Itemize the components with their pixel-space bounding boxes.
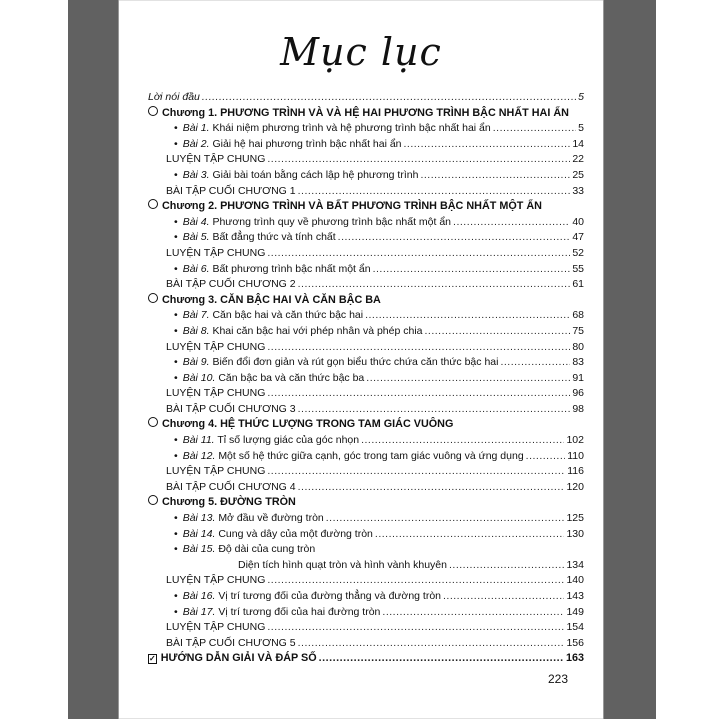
leader-dots — [453, 215, 570, 231]
toc-page: 68 — [572, 309, 584, 322]
toc-page: 96 — [572, 387, 584, 400]
toc-row-lesson — [148, 137, 584, 153]
leader-dots — [338, 230, 571, 246]
toc-page: 116 — [567, 465, 584, 478]
chapter-title: Chương 3. CĂN BẬC HAI VÀ CĂN BẬC BA — [162, 293, 381, 306]
bullet-icon: • — [174, 605, 178, 618]
bullet-icon: • — [174, 168, 178, 181]
toc-label: Lời nói đầu — [148, 91, 200, 103]
leader-dots — [449, 558, 564, 574]
leader-dots — [298, 402, 571, 418]
toc-row-lesson — [148, 168, 584, 184]
toc-row-section — [148, 184, 584, 200]
toc-label — [174, 230, 336, 246]
bullet-icon: • — [174, 543, 178, 556]
bullet-icon: • — [174, 434, 178, 447]
toc-page: 156 — [566, 636, 584, 649]
leader-dots — [319, 651, 564, 667]
leader-dots — [361, 433, 564, 449]
lesson-number: Bài 7. — [182, 309, 210, 322]
lesson-title: Biến đổi đơn giản và rút gọn biểu thức chứa căn thức bậc hai — [212, 356, 499, 369]
toc-row-lesson — [148, 308, 584, 324]
toc-page: 154 — [566, 621, 584, 634]
checkbox-icon: ✓ — [149, 654, 156, 664]
lesson-title: Độ dài của cung tròn — [218, 543, 316, 556]
lesson-title: Phương trình quy về phương trình bậc nhất một ẩn — [212, 215, 452, 228]
leader-dots — [443, 589, 564, 605]
toc-label — [174, 449, 524, 465]
toc-row-lesson — [148, 324, 584, 340]
leader-dots — [267, 340, 570, 356]
toc-page: 40 — [572, 215, 584, 228]
toc-label — [174, 371, 364, 387]
toc-page: 143 — [566, 590, 584, 602]
leader-dots — [526, 449, 566, 465]
leader-dots — [298, 480, 565, 496]
toc-row-section — [148, 620, 584, 636]
lesson-title: Vị trí tương đối của đường thẳng và đường tròn — [218, 590, 442, 602]
lesson-number: Bài 12. — [182, 449, 216, 462]
bullet-icon: • — [174, 449, 178, 462]
circle-bullet-icon — [148, 106, 158, 116]
lesson-number: Bài 13. — [182, 512, 216, 525]
toc-page: 5 — [578, 122, 584, 135]
toc-page: 14 — [572, 137, 584, 150]
toc-label: LUYỆN TẬP CHUNG — [166, 387, 266, 400]
toc-label — [174, 262, 371, 278]
lesson-number: Bài 2. — [182, 137, 210, 150]
toc-label: LUYỆN TẬP CHUNG — [166, 465, 266, 478]
toc-row-section — [148, 402, 584, 418]
toc-row-section — [148, 464, 584, 480]
toc-page: 25 — [572, 168, 584, 181]
toc-page: 140 — [566, 574, 584, 587]
toc-page: 47 — [572, 231, 584, 244]
leader-dots — [420, 168, 570, 184]
toc-page: 163 — [565, 652, 584, 665]
lesson-title: Bất đẳng thức và tính chất — [212, 231, 336, 244]
toc-page: 61 — [572, 278, 584, 291]
chapter-heading — [148, 495, 584, 511]
lesson-title: Bất phương trình bậc nhất một ẩn — [212, 262, 371, 275]
lesson-title: Căn bậc hai và căn thức bậc hai — [212, 309, 364, 322]
toc-row-lesson — [148, 371, 584, 387]
leader-dots — [267, 573, 564, 589]
lesson-number: Bài 10. — [182, 371, 216, 384]
toc-label — [174, 215, 451, 231]
toc-row-section — [148, 386, 584, 402]
toc-row-lesson — [148, 355, 584, 371]
bullet-icon: • — [174, 356, 178, 369]
toc-label — [174, 511, 324, 527]
toc-label — [174, 542, 315, 558]
lesson-title: Một số hệ thức giữa cạnh, góc trong tam giác vuông và ứng dụng — [218, 449, 524, 462]
page-title: Mục lục — [280, 30, 442, 74]
lesson-title: Khái niệm phương trình và hệ phương trình bậc nhất hai ẩn — [212, 122, 491, 135]
page-number: 223 — [547, 672, 568, 686]
toc-row-section — [148, 480, 584, 496]
lesson-number: Bài 11. — [182, 434, 215, 447]
toc-label: LUYỆN TẬP CHUNG — [166, 246, 266, 259]
toc-row-section — [148, 573, 584, 589]
toc-row-lesson — [148, 527, 584, 543]
toc-row-section — [148, 246, 584, 262]
bullet-icon: • — [174, 231, 178, 244]
lesson-title: Căn bậc ba và căn thức bậc ba — [218, 371, 365, 384]
toc-page: 149 — [566, 605, 584, 618]
toc-label: LUYỆN TẬP CHUNG — [166, 621, 266, 634]
leader-dots — [493, 121, 576, 137]
toc-label — [174, 137, 402, 153]
lesson-title: Mở đầu về đường tròn — [218, 512, 324, 525]
lesson-title: Vị trí tương đối của hai đường tròn — [218, 605, 381, 618]
toc-label: BÀI TẬP CUỐI CHƯƠNG 3 — [166, 402, 296, 415]
leader-dots — [298, 184, 571, 200]
bullet-icon: • — [174, 527, 178, 540]
toc-page: 98 — [572, 402, 584, 415]
toc-label — [174, 168, 418, 184]
leader-dots — [373, 262, 571, 278]
toc-label — [174, 589, 441, 605]
lesson-number: Bài 14. — [182, 527, 216, 540]
bullet-icon: • — [174, 262, 178, 275]
chapter-heading — [148, 199, 584, 215]
toc-row-section — [148, 152, 584, 168]
chapter-heading — [148, 106, 584, 122]
leader-dots — [267, 246, 570, 262]
toc-label: BÀI TẬP CUỐI CHƯƠNG 5 — [166, 636, 296, 649]
toc-row-preface — [148, 90, 584, 106]
toc-page: 120 — [566, 480, 584, 493]
lesson-number: Bài 3. — [182, 168, 210, 181]
leader-dots — [375, 527, 565, 543]
toc-row-lesson — [148, 433, 584, 449]
toc-label: BÀI TẬP CUỐI CHƯƠNG 4 — [166, 480, 296, 493]
toc-page: 75 — [572, 324, 584, 337]
lesson-title: Cung và dây của một đường tròn — [218, 527, 373, 540]
lesson-title: Giải bài toán bằng cách lập hệ phương trình — [212, 168, 419, 181]
leader-dots — [366, 371, 570, 387]
lesson-title: Giải hệ hai phương trình bậc nhất hai ẩn — [212, 137, 402, 150]
toc-page: 52 — [572, 246, 584, 259]
chapter-heading — [148, 417, 584, 433]
leader-dots — [365, 308, 570, 324]
circle-bullet-icon — [148, 495, 158, 505]
toc-row-lesson — [148, 542, 584, 558]
lesson-number: Bài 4. — [182, 215, 210, 228]
lesson-number: Bài 5. — [182, 231, 210, 244]
lesson-number: Bài 9. — [182, 356, 210, 369]
bullet-icon: • — [174, 309, 178, 322]
toc-row-lesson — [148, 589, 584, 605]
toc-row-lesson — [148, 121, 584, 137]
right-dark-band — [604, 0, 656, 719]
toc-page: 91 — [572, 371, 584, 384]
toc-label: LUYỆN TẬP CHUNG — [166, 574, 266, 587]
lesson-title: Tỉ số lượng giác của góc nhọn — [217, 434, 360, 447]
toc-page: 110 — [567, 449, 584, 462]
bullet-icon: • — [174, 122, 178, 135]
leader-dots — [298, 277, 571, 293]
toc-label — [174, 527, 373, 543]
leader-dots — [500, 355, 570, 371]
chapter-title: Chương 5. ĐƯỜNG TRÒN — [162, 496, 296, 509]
chapter-title: Chương 2. PHƯƠNG TRÌNH VÀ BẤT PHƯƠNG TRÌNH BẬC NHẤT MỘT ẨN — [162, 200, 542, 213]
bullet-icon: • — [174, 371, 178, 384]
toc-page: 5 — [578, 91, 584, 103]
toc-page: 130 — [566, 527, 584, 540]
circle-bullet-icon — [148, 199, 158, 209]
leader-dots — [267, 620, 564, 636]
leader-dots — [202, 90, 576, 106]
left-dark-band — [68, 0, 118, 719]
toc-label — [174, 121, 491, 137]
toc-page: 22 — [572, 153, 584, 166]
lesson-number: Bài 17. — [182, 605, 216, 618]
toc-row-continuation — [148, 558, 584, 574]
leader-dots — [267, 386, 570, 402]
toc-row-lesson — [148, 605, 584, 621]
toc-label: LUYỆN TẬP CHUNG — [166, 153, 266, 166]
lesson-title: Khai căn bậc hai với phép nhân và phép chia — [212, 324, 423, 337]
toc-row-lesson — [148, 511, 584, 527]
leader-dots — [404, 137, 571, 153]
leader-dots — [382, 605, 564, 621]
toc-page: 102 — [566, 434, 584, 447]
toc-label: LUYỆN TẬP CHUNG — [166, 340, 266, 353]
lesson-number: Bài 1. — [182, 122, 210, 135]
toc-page: 80 — [572, 340, 584, 353]
lesson-title-continued: Diện tích hình quạt tròn và hình vành khuyên — [238, 558, 447, 571]
toc-row-section — [148, 277, 584, 293]
lesson-number: Bài 8. — [182, 324, 210, 337]
bullet-icon: • — [174, 137, 178, 150]
toc-row-section — [148, 636, 584, 652]
toc-page: 125 — [566, 512, 584, 525]
toc-row-section — [148, 340, 584, 356]
toc-label — [174, 324, 423, 340]
toc-label — [174, 433, 359, 449]
toc-row-lesson — [148, 262, 584, 278]
book-page — [118, 0, 604, 719]
leader-dots — [267, 152, 570, 168]
chapter-title: Chương 4. HỆ THỨC LƯỢNG TRONG TAM GIÁC VUÔNG — [162, 418, 454, 431]
toc-page: 33 — [572, 184, 584, 197]
toc-row-lesson — [148, 230, 584, 246]
leader-dots — [298, 636, 565, 652]
leader-dots — [326, 511, 565, 527]
toc-label — [174, 308, 363, 324]
lesson-number: Bài 6. — [182, 262, 210, 275]
toc-label: BÀI TẬP CUỐI CHƯƠNG 1 — [166, 184, 296, 197]
toc-page: 134 — [566, 558, 584, 571]
lesson-number: Bài 16. — [182, 590, 216, 602]
toc-row-answers — [148, 651, 584, 667]
leader-dots — [267, 464, 565, 480]
toc-label — [174, 355, 498, 371]
toc-page: 55 — [572, 262, 584, 275]
bullet-icon: • — [174, 590, 178, 602]
table-of-contents — [148, 90, 584, 667]
chapter-title: Chương 1. PHƯƠNG TRÌNH VÀ VÀ HỆ HAI PHƯƠNG TRÌNH BẬC NHẤT HAI ẨN — [162, 106, 569, 119]
bullet-icon: • — [174, 215, 178, 228]
toc-label — [174, 605, 380, 621]
circle-bullet-icon — [148, 293, 158, 303]
toc-page: 83 — [572, 356, 584, 369]
toc-row-lesson — [148, 449, 584, 465]
toc-row-lesson — [148, 215, 584, 231]
circle-bullet-icon — [148, 417, 158, 427]
leader-dots — [425, 324, 571, 340]
toc-label: BÀI TẬP CUỐI CHƯƠNG 2 — [166, 278, 296, 291]
bullet-icon: • — [174, 512, 178, 525]
chapter-heading — [148, 293, 584, 309]
lesson-number: Bài 15. — [182, 543, 216, 556]
toc-label: HƯỚNG DẪN GIẢI VÀ ĐÁP SỐ — [160, 652, 317, 665]
bullet-icon: • — [174, 324, 178, 337]
